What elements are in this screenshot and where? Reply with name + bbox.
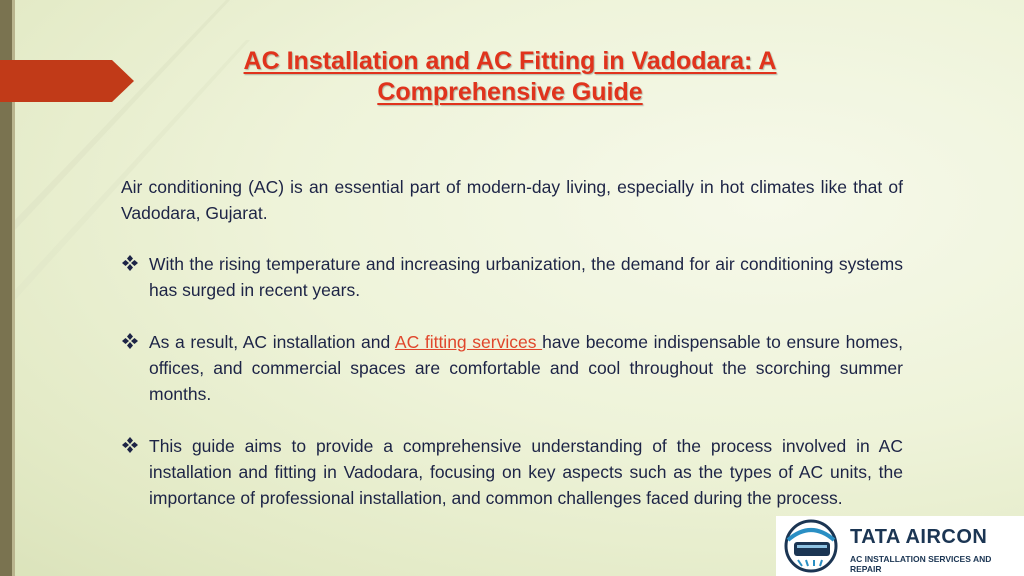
bullet-item <box>121 251 903 303</box>
tata-aircon-logo <box>776 516 1024 576</box>
bullet-text: With the rising temperature and increasing urbanization, the demand for air conditioning systems has surged in recent years. <box>149 254 903 300</box>
intro-paragraph: Air conditioning (AC) is an essential part of modern-day living, especially in hot climates like that of Vadodara, Gujarat. <box>121 177 903 223</box>
ac-unit-logo-icon <box>780 518 842 574</box>
logo-tagline: AC INSTALLATION SERVICES AND REPAIR <box>850 554 992 574</box>
bullet-item <box>121 329 903 407</box>
four-diamond-bullet-icon <box>121 332 139 350</box>
slide-title: AC Installation and AC Fitting in Vadodara: A Comprehensive Guide <box>243 47 777 106</box>
bullet-text: This guide aims to provide a comprehensive understanding of the process involved in AC installation and fitting in Vadodara, focusing on key aspects such as the types of AC units, the importance of professional installation, and common challenges faced during the process. <box>149 436 903 508</box>
ac-fitting-services-link[interactable]: AC fitting services <box>394 332 543 352</box>
arrow-pointer-icon <box>0 60 134 102</box>
logo-name: TATA AIRCON <box>850 526 988 548</box>
bullet-list <box>121 251 903 537</box>
bullet-text-before: As a result, AC installation and <box>149 332 395 352</box>
four-diamond-bullet-icon <box>121 254 139 272</box>
bullet-text-after: have become indispensable to ensure homes, offices, and commercial spaces are comfortable and cool throughout the scorching summer months. <box>149 332 903 404</box>
bullet-item <box>121 433 903 511</box>
four-diamond-bullet-icon <box>121 436 139 454</box>
